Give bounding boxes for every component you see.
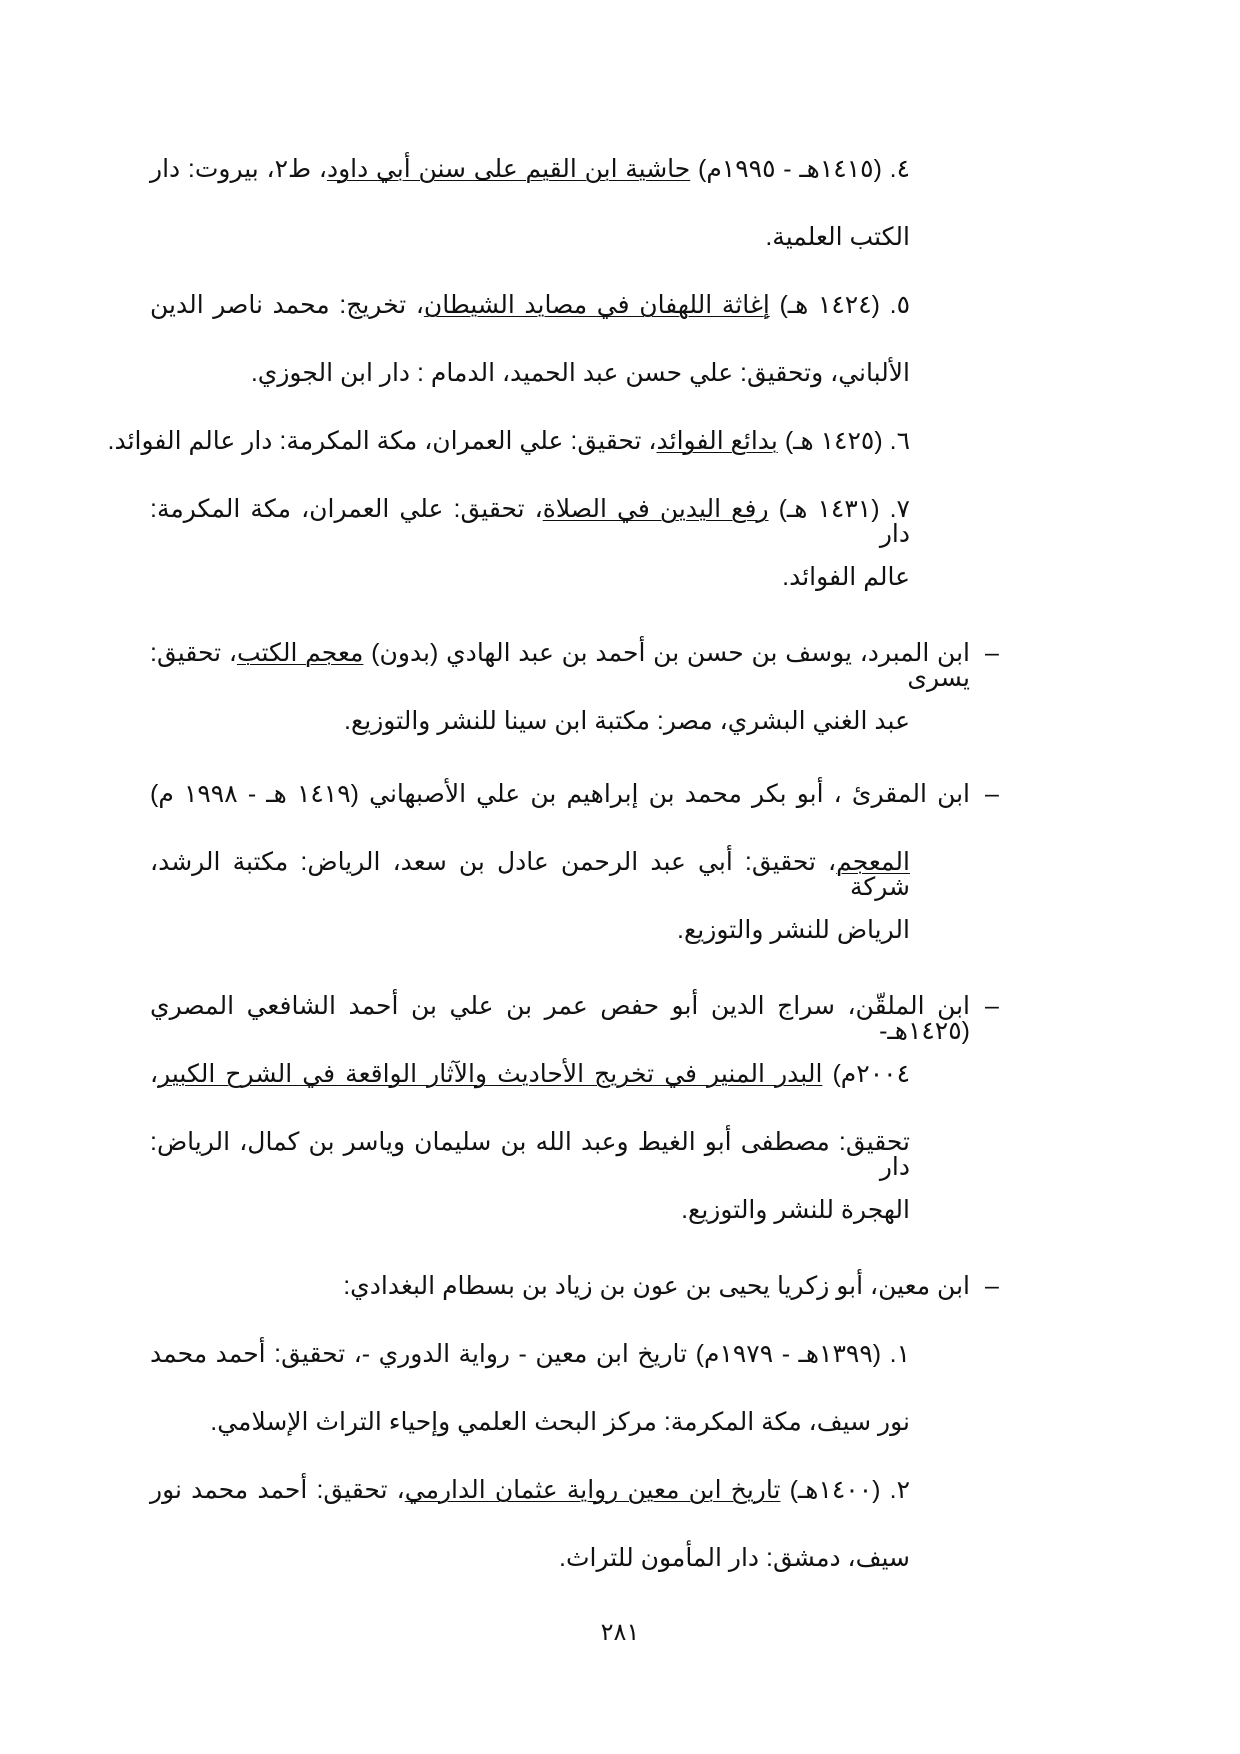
bibliography-line: ابن المبرد، يوسف بن حسن بن أحمد بن عبد الهادي (بدون) معجم الكتب، تحقيق: يسرى xyxy=(150,639,970,692)
bibliography-line: ابن الملقّن، سراج الدين أبو حفص عمر بن علي بن أحمد الشافعي المصري (١٤٢٥هـ- xyxy=(150,992,970,1045)
bibliography-line: الرياض للنشر والتوزيع. xyxy=(677,916,910,944)
bibliography-line: ٧. (١٤٣١ هـ) رفع اليدين في الصلاة، تحقيق: علي العمران، مكة المكرمة: دار xyxy=(150,495,910,548)
book-title: معجم الكتب xyxy=(236,639,364,667)
bibliography-line: عالم الفوائد. xyxy=(782,563,910,591)
bibliography-line: الهجرة للنشر والتوزيع. xyxy=(681,1196,910,1224)
book-title: تاريخ ابن معين رواية عثمان الدارمي xyxy=(404,1476,781,1504)
list-dash: – xyxy=(985,1272,999,1300)
bibliography-line: تحقيق: مصطفى أبو الغيط وعبد الله بن سليمان وياسر بن كمال، الرياض: دار xyxy=(150,1128,910,1181)
book-title: إغاثة اللهفان في مصايد الشيطان xyxy=(423,291,770,319)
bibliography-line: ابن المقرئ ، أبو بكر محمد بن إبراهيم بن علي الأصبهاني (١٤١٩ هـ - ١٩٩٨ م) xyxy=(150,780,971,808)
book-title: البدر المنير في تخريج الأحاديث والآثار الواقعة في الشرح الكبير xyxy=(158,1060,823,1088)
book-title: المعجم xyxy=(836,848,910,876)
bibliography-line: ٥. (١٤٢٤ هـ) إغاثة اللهفان في مصايد الشيطان، تخريج: محمد ناصر الدين xyxy=(150,291,910,319)
bibliography-line: ٢٠٠٤م) البدر المنير في تخريج الأحاديث والآثار الواقعة في الشرح الكبير، xyxy=(150,1060,911,1088)
bibliography-line: ١. (١٣٩٩هـ - ١٩٧٩م) تاريخ ابن معين - رواية الدوري -، تحقيق: أحمد محمد xyxy=(150,1340,910,1368)
list-dash: – xyxy=(985,780,999,808)
bibliography-line: ٤. (١٤١٥هـ - ١٩٩٥م) حاشية ابن القيم على سنن أبي داود، ط٢، بيروت: دار xyxy=(150,155,911,183)
bibliography-line: عبد الغني البشري، مصر: مكتبة ابن سينا للنشر والتوزيع. xyxy=(344,707,910,735)
bibliography-line: سيف، دمشق: دار المأمون للتراث. xyxy=(559,1544,910,1572)
book-title: حاشية ابن القيم على سنن أبي داود xyxy=(326,155,691,183)
book-title: رفع اليدين في الصلاة xyxy=(542,495,769,523)
bibliography-line: الكتب العلمية. xyxy=(765,223,910,251)
bibliography-line: نور سيف، مكة المكرمة: مركز البحث العلمي وإحياء التراث الإسلامي. xyxy=(210,1408,910,1436)
list-dash: – xyxy=(985,639,999,667)
bibliography-line: ابن معين، أبو زكريا يحيى بن عون بن زياد بن بسطام البغدادي: xyxy=(343,1272,970,1300)
bibliography-line: ٦. (١٤٢٥ هـ) بدائع الفوائد، تحقيق: علي العمران، مكة المكرمة: دار عالم الفوائد. xyxy=(107,427,910,455)
bibliography-line: الألباني، وتحقيق: علي حسن عبد الحميد، الدمام : دار ابن الجوزي. xyxy=(250,359,910,387)
list-dash: – xyxy=(985,992,999,1020)
page-number: ٢٨١ xyxy=(600,1619,640,1646)
book-title: بدائع الفوائد xyxy=(656,427,778,455)
bibliography-line: المعجم، تحقيق: أبي عبد الرحمن عادل بن سعد، الرياض: مكتبة الرشد، شركة xyxy=(150,848,910,901)
bibliography-line: ٢. (١٤٠٠هـ) تاريخ ابن معين رواية عثمان الدارمي، تحقيق: أحمد محمد نور xyxy=(150,1476,911,1504)
